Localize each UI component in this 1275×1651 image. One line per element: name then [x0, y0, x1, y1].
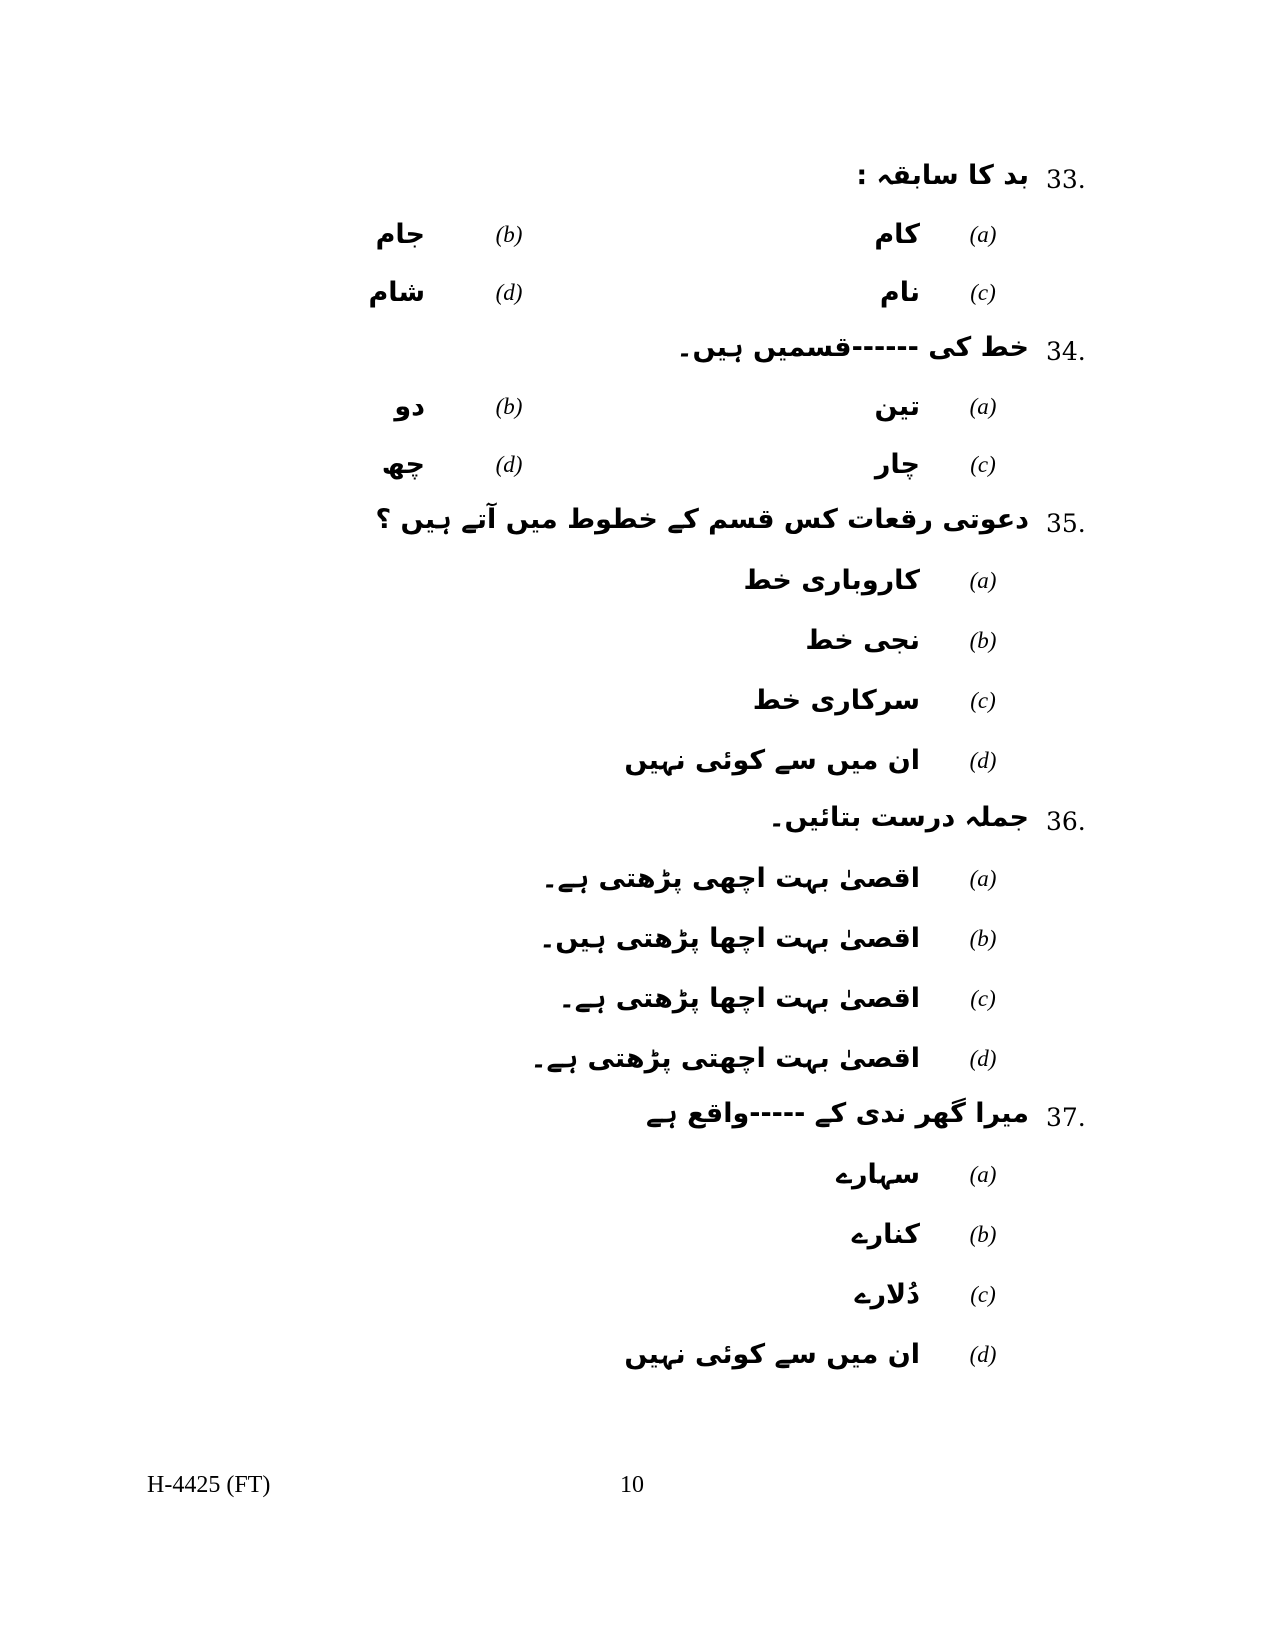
- option-label: (b): [495, 222, 523, 247]
- option-text: ان میں سے کوئی نہیں: [624, 745, 920, 776]
- option-label: (b): [969, 926, 997, 951]
- option-label: (c): [970, 280, 996, 305]
- option-text: سرکاری خط: [752, 685, 920, 716]
- option-label: (d): [969, 1342, 997, 1367]
- option-text: کنارے: [851, 1219, 920, 1250]
- option-text: چار: [874, 449, 920, 480]
- option-text: چھ: [381, 449, 425, 480]
- option-text: اقصیٰ بہت اچھی پڑھتی ہے۔: [541, 863, 920, 894]
- option-text: ان میں سے کوئی نہیں: [624, 1339, 920, 1370]
- question-text: میرا گھر ندی کے -----واقع ہے: [646, 1098, 1029, 1129]
- option-label: (b): [495, 394, 523, 419]
- option-label: (c): [970, 688, 996, 713]
- question-number: 37.: [1046, 1103, 1086, 1132]
- option-text: شام: [368, 277, 425, 308]
- option-label: (d): [969, 748, 997, 773]
- option-label: (d): [495, 452, 523, 477]
- option-label: (a): [969, 866, 997, 891]
- question-text: جملہ درست بتائیں۔: [768, 802, 1029, 833]
- option-text: کام: [874, 219, 920, 250]
- footer-page-number: 10: [620, 1472, 644, 1498]
- option-text: کاروباری خط: [743, 565, 920, 596]
- option-text: اقصیٰ بہت اچھا پڑھتی ہے۔: [558, 983, 920, 1014]
- option-text: دُلارے: [854, 1279, 920, 1310]
- option-label: (c): [970, 452, 996, 477]
- option-text: نام: [879, 277, 920, 308]
- option-label: (b): [969, 1222, 997, 1247]
- question-text: دعوتی رقعات کس قسم کے خطوط میں آتے ہیں ؟: [375, 504, 1029, 535]
- question-number: 36.: [1046, 807, 1086, 836]
- option-label: (c): [970, 986, 996, 1011]
- question-number: 33.: [1046, 165, 1086, 194]
- option-text: جام: [375, 219, 425, 250]
- option-label: (a): [969, 394, 997, 419]
- question-text: خط کی ------قسمیں ہیں۔: [676, 332, 1029, 363]
- option-text: اقصیٰ بہت اچھا پڑھتی ہیں۔: [539, 923, 920, 954]
- option-text: اقصیٰ بہت اچھتی پڑھتی ہے۔: [530, 1043, 920, 1074]
- option-label: (a): [969, 568, 997, 593]
- option-text: دو: [394, 391, 425, 422]
- question-number: 34.: [1046, 337, 1086, 366]
- option-label: (a): [969, 1162, 997, 1187]
- option-text: نجی خط: [805, 625, 920, 656]
- question-number: 35.: [1046, 509, 1086, 538]
- question-text: بد کا سابقہ :: [856, 160, 1029, 191]
- option-label: (b): [969, 628, 997, 653]
- option-text: تین: [874, 391, 920, 422]
- footer-paper-code: H-4425 (FT): [147, 1472, 271, 1498]
- option-label: (d): [495, 280, 523, 305]
- option-text: سہارے: [836, 1159, 920, 1190]
- option-label: (c): [970, 1282, 996, 1307]
- option-label: (a): [969, 222, 997, 247]
- option-label: (d): [969, 1046, 997, 1071]
